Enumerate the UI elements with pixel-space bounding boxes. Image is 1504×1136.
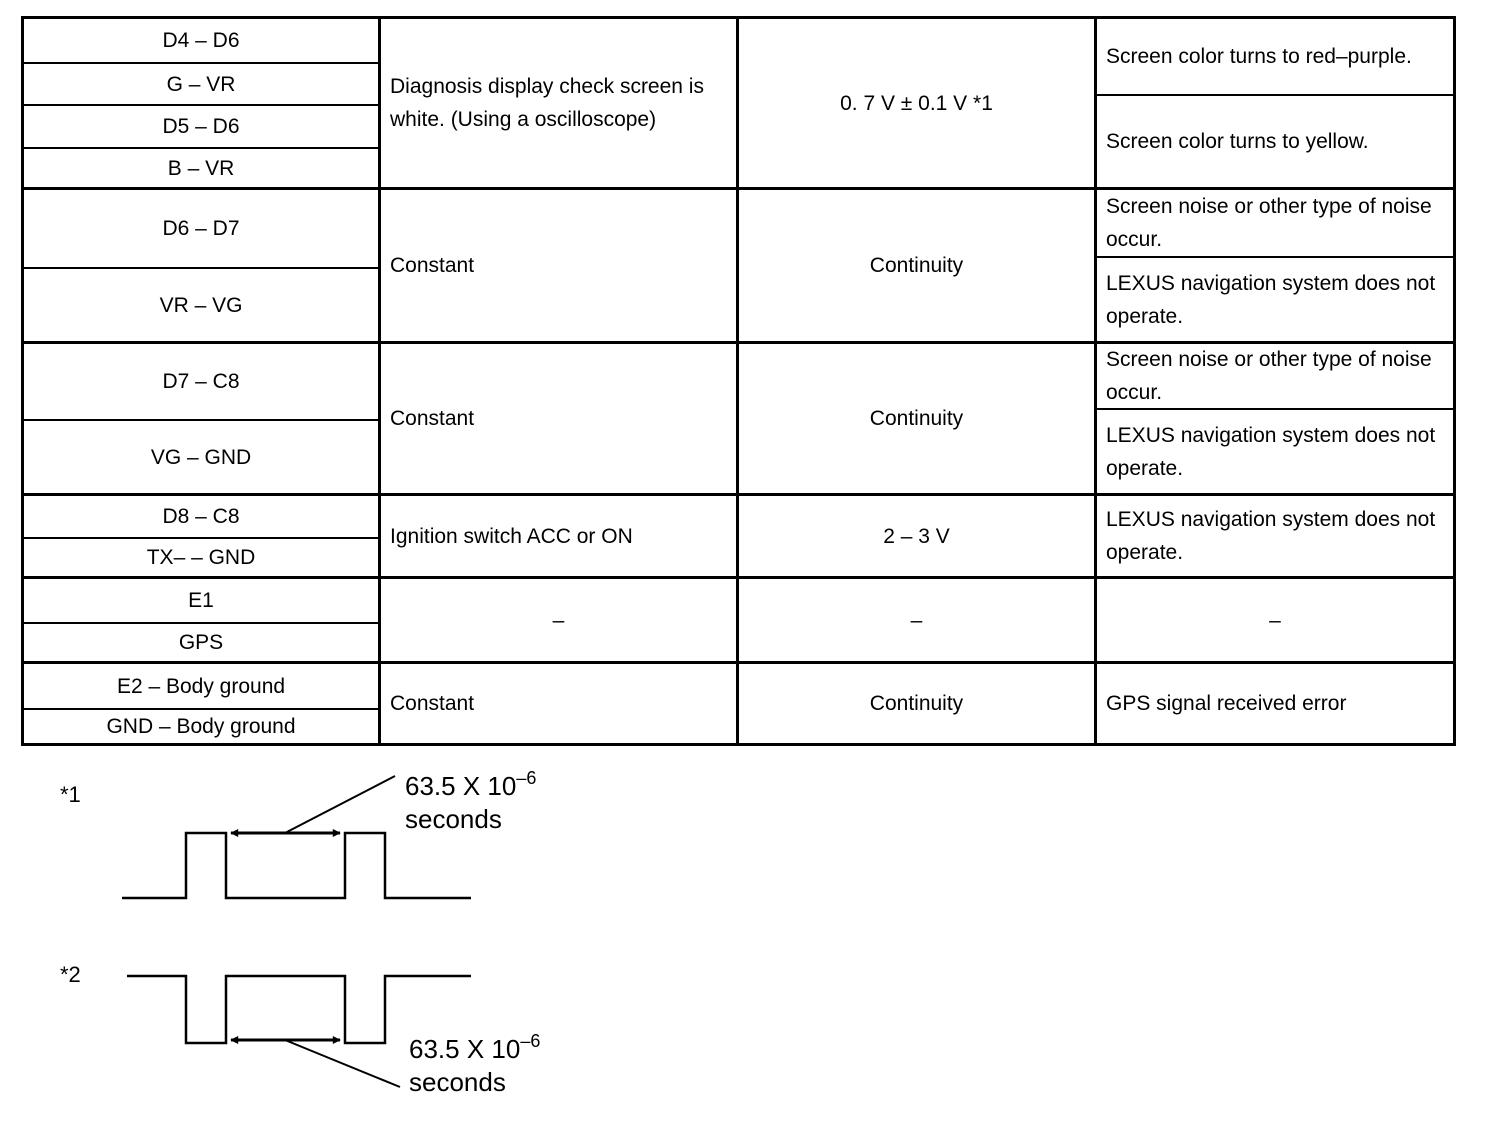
specified-condition-cell: – [910, 608, 923, 632]
waveform-1-leader-line [285, 776, 395, 833]
terminal-cell: D4 – D6 [162, 29, 240, 52]
condition-cell: – [552, 608, 565, 632]
symptom-cell: Screen color turns to yellow. [1106, 130, 1369, 153]
specified-condition-cell: Continuity [869, 692, 964, 715]
waveform-2-period-label [409, 1033, 540, 1099]
waveform-1-period-label [405, 770, 536, 836]
period-value: 63.5 X 10 [409, 1034, 521, 1064]
terminal-cell: D7 – C8 [162, 370, 240, 393]
condition-cell: Constant [390, 407, 475, 430]
symptom-cell: GPS signal received error [1106, 692, 1347, 715]
terminal-cell: GND – Body ground [106, 715, 296, 738]
symptom-cell: Screen noise or other type of noise occur. [1106, 195, 1432, 251]
terminal-cell: G – VR [166, 72, 236, 96]
condition-cell: Constant [390, 254, 475, 277]
period-exponent: –6 [516, 768, 537, 788]
period-exponent: –6 [520, 1031, 541, 1051]
period-unit: seconds [409, 1067, 506, 1097]
terminal-cell: E1 [188, 589, 214, 612]
terminal-cell: GPS [178, 631, 224, 654]
condition-cell: Ignition switch ACC or ON [390, 524, 633, 548]
period-value: 63.5 X 10 [405, 771, 517, 801]
waveform-1-trace [122, 833, 471, 898]
specified-condition-cell: 2 – 3 V [883, 524, 950, 548]
terminal-cell: TX– – GND [146, 546, 256, 569]
condition-cell: Diagnosis display check screen is white. (Using a oscilloscope) [390, 75, 704, 131]
waveform-1-marker: *1 [60, 782, 81, 807]
symptom-cell: LEXUS navigation system does not operate. [1106, 271, 1436, 328]
symptom-cell: LEXUS navigation system does not operate. [1106, 508, 1436, 564]
terminal-cell: VG – GND [150, 445, 252, 469]
terminal-cell: D8 – C8 [162, 505, 240, 528]
terminal-cell: D5 – D6 [162, 115, 240, 138]
specified-condition-cell: 0. 7 V ± 0.1 V *1 [840, 91, 993, 115]
waveform-2-leader-line [285, 1040, 400, 1087]
symptom-cell: Screen color turns to red–purple. [1106, 45, 1412, 68]
condition-cell: Constant [390, 692, 475, 715]
terminal-cell: VR – VG [159, 293, 243, 317]
period-unit: seconds [405, 804, 502, 834]
terminal-cell: B – VR [167, 156, 235, 180]
terminal-cell: D6 – D7 [162, 217, 240, 240]
waveform-2-marker: *2 [60, 962, 81, 987]
specified-condition-cell: Continuity [869, 407, 964, 430]
symptom-cell: Screen noise or other type of noise occur. [1106, 348, 1432, 404]
terminal-cell: E2 – Body ground [116, 674, 286, 698]
specified-condition-cell: Continuity [869, 254, 964, 277]
symptom-cell: – [1269, 608, 1281, 632]
symptom-cell: LEXUS navigation system does not operate. [1106, 423, 1436, 480]
